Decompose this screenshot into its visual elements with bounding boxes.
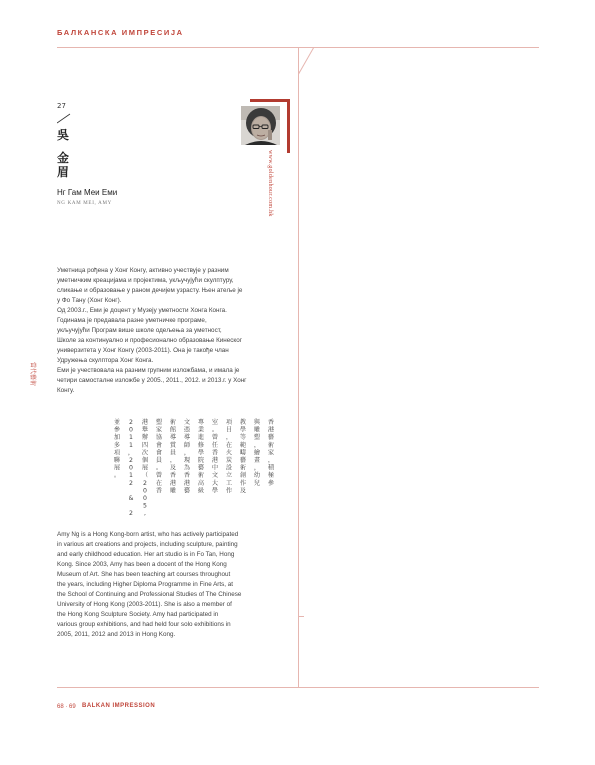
bio-chinese-column: 與雕塑，繪畫，幼兒 bbox=[253, 419, 261, 487]
header-title: БАЛКАНСКА ИМПРЕСИЈА bbox=[57, 28, 184, 37]
bio-english-line: the Hong Kong Sculpture Society. Amy had participated in bbox=[57, 611, 219, 618]
corner-diagonal bbox=[298, 47, 314, 75]
bio-english-line: the years, including Higher Diploma Programme in Fine Arts, at bbox=[57, 581, 234, 588]
bio-serbian-line: у Фо Тану (Хонг Конг). bbox=[57, 297, 122, 304]
bio-serbian-line: Уметница рођена у Хонг Конгу, активно учествује у разним bbox=[57, 267, 229, 274]
bio-chinese-column: 香港藝術家，積極參 bbox=[267, 419, 275, 487]
bio-chinese-column: 專業進修學院藝術高級 bbox=[197, 419, 205, 495]
bio-serbian-line: сликање и образовање у раном дечијем узрасту. Њен атеље је bbox=[57, 287, 243, 294]
bio-chinese-column: 2 0 1 1 ， 2 0 1 2 & 2 bbox=[127, 419, 135, 516]
rule-tick-horizontal bbox=[298, 616, 304, 617]
bio-chinese bbox=[106, 416, 276, 516]
bio-english-line: the School of Continuing and Professional Studies of The Chinese bbox=[57, 591, 242, 598]
website-vertical bbox=[265, 150, 277, 275]
bio-serbian-line: четири самосталне изложбе у 2005., 2011., 2012. и 2013.г. у Хонг bbox=[57, 377, 247, 384]
chinese-name-char-2: 金 bbox=[57, 151, 70, 165]
bio-serbian-line: Еми је учествовала на разним групним изложбама, и имала је bbox=[57, 367, 240, 374]
bio-english-line: Museum of Art. She has been teaching art courses throughout bbox=[57, 571, 231, 578]
bio-serbian-line: Годинама је предавала разне уметничке програме, bbox=[57, 317, 207, 324]
bio-serbian-line: универзитета у Хонг Конгу (2003-2011). Она је такође члан bbox=[57, 347, 229, 354]
artist-number: 27 bbox=[57, 102, 66, 110]
bio-chinese-column: 文憑導師，現為香港藝 bbox=[183, 419, 191, 495]
chinese-name-char-3: 眉 bbox=[57, 165, 70, 179]
bio-english bbox=[57, 530, 285, 640]
bio-serbian-line: Удружења скулптора Хонг Конга. bbox=[57, 357, 154, 364]
bio-chinese-column: 塑家協會會員。曾在香 bbox=[155, 419, 163, 495]
bio-serbian-line: Од 2003.г., Еми је доцент у Музеју уметности Хонга Конга. bbox=[57, 307, 227, 314]
bio-english-line: and early childhood education. Her art studio is in Fo Tan, Hong bbox=[57, 551, 235, 558]
artist-portrait bbox=[241, 106, 280, 145]
bio-chinese-column: 港舉辦四次個展（ 2 0 0 5 , bbox=[141, 419, 149, 516]
website-text: www.goldenhour.com.hk bbox=[267, 150, 273, 217]
bio-serbian-line: укључујући Програм више школе одељења за уметност, bbox=[57, 327, 222, 334]
rule-tick-vertical bbox=[298, 607, 299, 616]
slash-divider bbox=[57, 113, 71, 124]
bio-serbian-line: Конгу. bbox=[57, 387, 75, 394]
diagonal-rule bbox=[298, 47, 538, 147]
bio-english-line: Amy Ng is a Hong Kong-born artist, who has actively participated bbox=[57, 531, 239, 538]
bio-english-line: Kong. Since 2003, Amy has been a docent of the Hong Kong bbox=[57, 561, 227, 568]
sidebar-vertical-tab bbox=[28, 362, 38, 402]
artist-name-serbian: Нг Гам Меи Еми bbox=[57, 188, 118, 197]
bio-english-line: 2005, 2011, 2012 and 2013 in Hong Kong. bbox=[57, 631, 176, 638]
bio-chinese-column: 術館導賞員，及香港雕 bbox=[169, 419, 177, 495]
sidebar-vertical-text: 當代藝術 bbox=[29, 362, 36, 387]
bio-english-line: in various art creations and projects, including sculpture, painting bbox=[57, 541, 238, 548]
footer-rule bbox=[57, 687, 539, 688]
page-numbers: 68 · 69 bbox=[57, 704, 76, 710]
artist-name-english: NG KAM MEI, AMY bbox=[57, 201, 112, 206]
footer-label: BALKAN IMPRESSION bbox=[82, 703, 156, 709]
bio-chinese-column: 並參加多項聯展。 bbox=[113, 419, 121, 480]
bio-serbian-line: уметничким креацијама и пројектима, укључујући скулптуру, bbox=[57, 277, 234, 284]
bio-serbian-line: Школе за континуално и професионално образовање Кинеског bbox=[57, 337, 243, 344]
bio-chinese-column: 室。曾任香港中文大學 bbox=[211, 419, 219, 495]
chinese-name-char-1: 吳 bbox=[57, 128, 70, 142]
bio-serbian bbox=[57, 266, 279, 396]
bio-english-line: various group exhibitions, and had held four solo exhibitions in bbox=[57, 621, 231, 628]
bio-english-line: University of Hong Kong (2003-2011). She is also a member of bbox=[57, 601, 232, 608]
bio-chinese-column: 項目，在火炭設立工作 bbox=[225, 419, 233, 495]
bio-chinese-column: 教學等範疇藝術創作及 bbox=[239, 419, 247, 495]
